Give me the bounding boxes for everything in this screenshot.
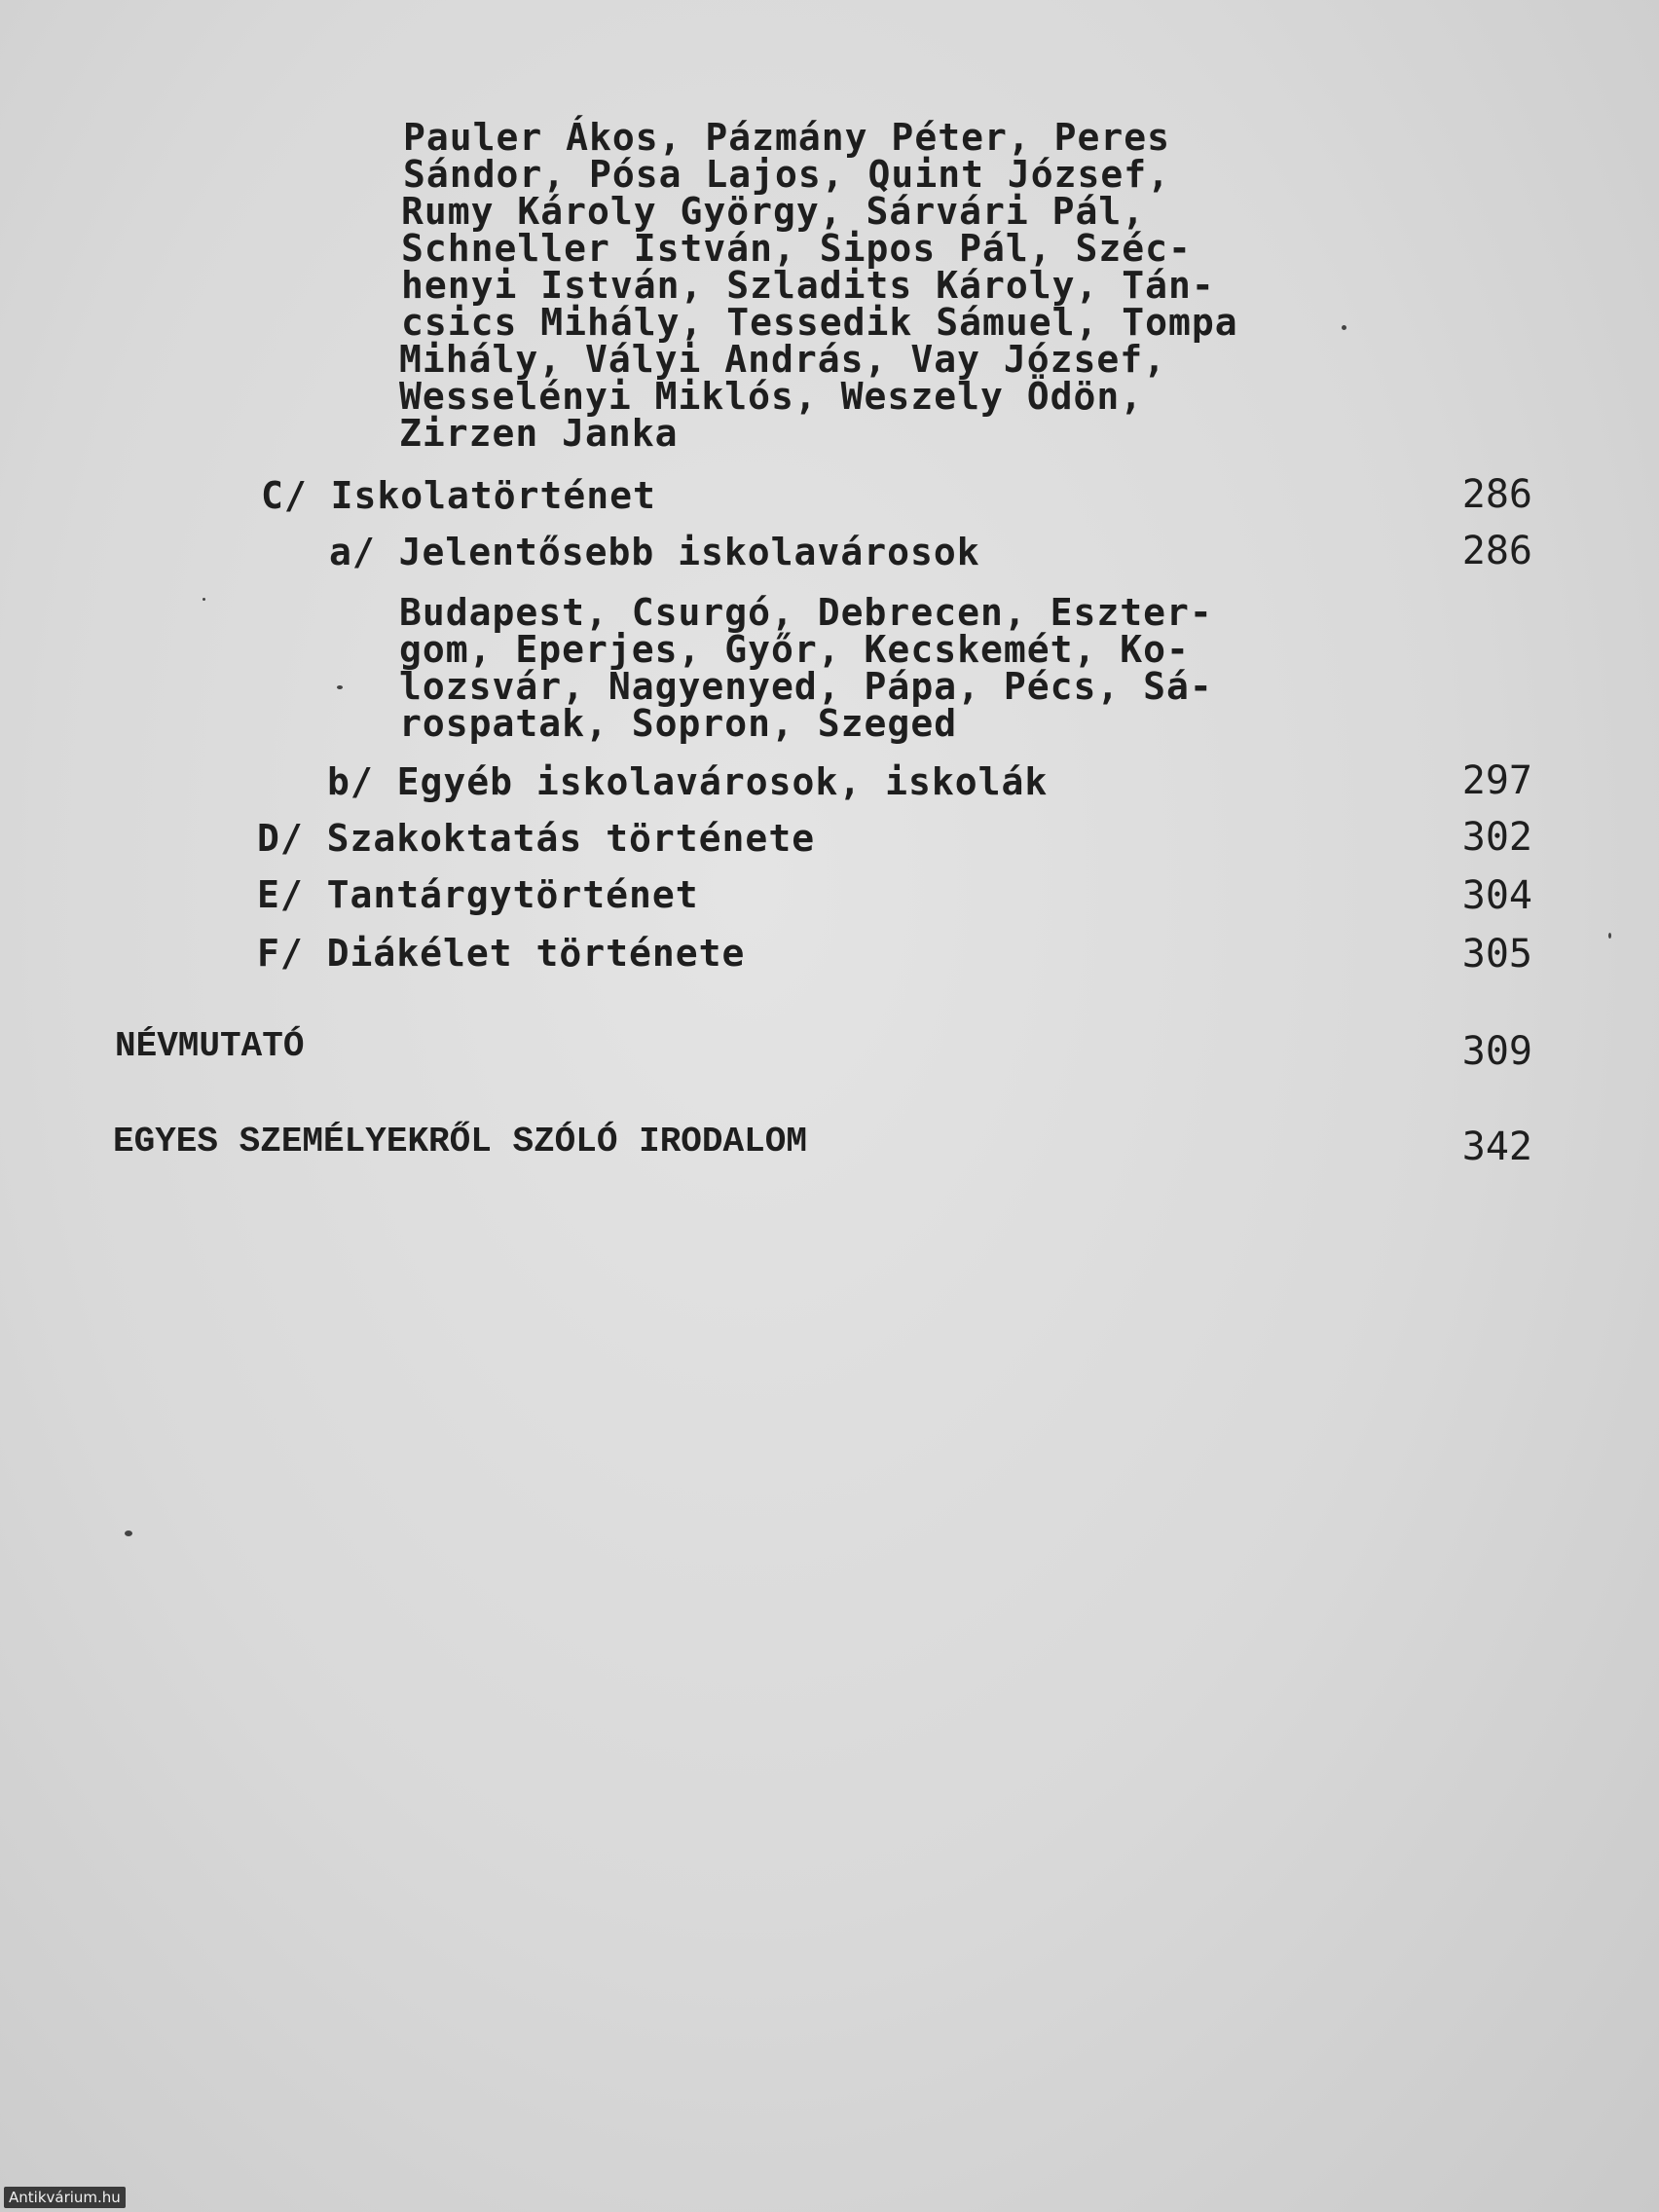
names-line-2: Sándor, Pósa Lajos, Quint József, <box>403 153 1170 196</box>
towns-line-2: gom, Eperjes, Győr, Kecskemét, Ko- <box>399 628 1190 671</box>
toc-entry-c-a-label: a/ Jelentősebb iskolavárosok <box>329 531 980 573</box>
paper-speck <box>125 1530 132 1536</box>
toc-entry-c-page: 286 <box>1461 472 1532 517</box>
names-line-8: Wesselényi Miklós, Weszely Ödön, <box>399 375 1144 418</box>
toc-entry-c-b-page: 297 <box>1461 758 1532 803</box>
paper-speck <box>1342 325 1346 330</box>
toc-entry-c-a-page: 286 <box>1461 529 1532 573</box>
toc-entry-e-page: 304 <box>1461 873 1532 918</box>
watermark-logo: Antikvárium.hu <box>4 2187 126 2208</box>
toc-entry-c-label: C/ Iskolatörténet <box>261 474 656 517</box>
paper-speck <box>203 598 205 601</box>
toc-entry-d-label: D/ Szakoktatás története <box>257 817 816 860</box>
paper-speck <box>337 685 343 689</box>
toc-entry-f-page: 305 <box>1461 932 1532 977</box>
names-line-1: Pauler Ákos, Pázmány Péter, Peres <box>403 116 1170 159</box>
towns-line-3: lozsvár, Nagyenyed, Pápa, Pécs, Sá- <box>399 665 1213 708</box>
names-line-7: Mihály, Vályi András, Vay József, <box>399 338 1166 381</box>
paper-speck <box>1608 933 1611 939</box>
toc-entry-index-label: NÉVMUTATÓ <box>115 1026 305 1066</box>
names-line-6: csics Mihály, Tessedik Sámuel, Tompa <box>401 301 1238 344</box>
names-line-4: Schneller István, Sipos Pál, Széc- <box>401 227 1192 270</box>
names-line-3: Rumy Károly György, Sárvári Pál, <box>401 190 1146 233</box>
toc-entry-literature-page: 342 <box>1461 1124 1532 1169</box>
names-line-9: Zirzen Janka <box>399 412 679 455</box>
towns-line-4: rospatak, Sopron, Szeged <box>399 702 958 745</box>
towns-line-1: Budapest, Csurgó, Debrecen, Eszter- <box>399 591 1213 634</box>
toc-entry-c-b-label: b/ Egyéb iskolavárosok, iskolák <box>327 760 1049 803</box>
toc-entry-e-label: E/ Tantárgytörténet <box>257 873 699 916</box>
names-line-5: henyi István, Szladits Károly, Tán- <box>401 264 1215 307</box>
toc-entry-literature-label: EGYES SZEMÉLYEKRŐL SZÓLÓ IRODALOM <box>113 1122 807 1161</box>
toc-entry-d-page: 302 <box>1461 815 1532 860</box>
toc-entry-index-page: 309 <box>1461 1029 1532 1074</box>
toc-entry-f-label: F/ Diákélet története <box>257 932 746 975</box>
